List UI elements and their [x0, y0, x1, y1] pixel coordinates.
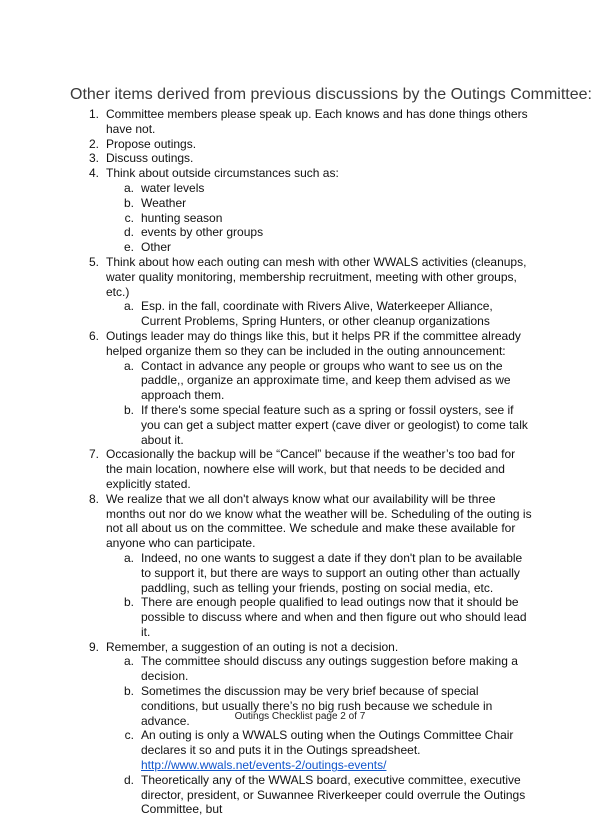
item-text: Esp. in the fall, coordinate with Rivers Alive, Waterkeeper Alliance, Current Problems, Spring Hunters, or other cleanup organizations [141, 299, 493, 329]
item-text: Sometimes the discussion may be very brief because of special conditions, but usually there’s no big rush because we schedule in advance. [141, 684, 493, 728]
item-text: The committee should discuss any outings suggestion before making a decision. [141, 654, 518, 684]
item-letter: b. [123, 402, 134, 417]
sub-list-item [0, 551, 600, 595]
item-text: Propose outings. [106, 136, 197, 151]
item-text: Committee members please speak up. Each knows and has done things others have not. [106, 107, 528, 136]
item-number: 4. [88, 166, 99, 181]
outings-events-link[interactable]: http://www.wwals.net/events-2/outings-events/ [141, 758, 387, 773]
item-text: An outing is only a WWALS outing when the Outings Committee Chair declares it so and puts it in the Outings spreadsheet. [141, 728, 514, 758]
item-text: Indeed, no one wants to suggest a date if they don't plan to be available to support it, but there are ways to support an outing other than actually paddling, such as telling your friends, posting on social media, etc. [141, 550, 523, 595]
list-item [0, 447, 600, 491]
item-text: Discuss outings. [106, 151, 194, 166]
item-letter: b. [123, 684, 134, 699]
page-footer: Outings Checklist page 2 of 7 [234, 711, 366, 722]
list-item [0, 640, 600, 655]
item-letter: d. [123, 772, 134, 787]
list-item [0, 107, 600, 137]
item-letter: a. [123, 654, 134, 669]
item-text: Occasionally the backup will be “Cancel” because if the weather’s too bad for the main location, nowhere else will work, but that needs to be decided and explicitly stated. [106, 447, 516, 491]
sub-list-item [0, 211, 600, 226]
item-text: water levels [141, 180, 205, 195]
section-heading: Other items derived from previous discussions by the Outings Committee: [70, 86, 592, 103]
sub-list-item [0, 240, 600, 255]
item-text: Other [141, 240, 172, 255]
list-item [0, 166, 600, 181]
item-number: 8. [88, 491, 99, 506]
item-text: Think about how each outing can mesh with other WWALS activities (cleanups, water quality monitoring, membership recruitment, meeting with other groups, etc.) [106, 254, 527, 299]
item-number: 2. [88, 136, 99, 151]
list-item [0, 151, 600, 166]
item-text: Outings leader may do things like this, but it helps PR if the committee already helped organize them so they can be included in the outing announcement: [106, 328, 521, 358]
item-text: Theoretically any of the WWALS board, executive committee, executive director, president, or Suwannee Riverkeeper could overrule the Outings Committee, but [141, 772, 526, 817]
sub-list-item [0, 773, 600, 817]
item-text: We realize that we all don't always know what our availability will be three months out nor do we know what the weather will be. Scheduling of the outing is not all about us on the committee. We schedule and make these available for anyone who can participate. [106, 491, 532, 551]
item-letter: a. [123, 358, 134, 373]
item-text: Think about outside circumstances such as: [106, 166, 339, 181]
item-number: 9. [88, 639, 99, 654]
item-letter: a. [123, 180, 134, 195]
sub-list-item [0, 181, 600, 196]
item-letter: a. [123, 299, 134, 314]
sub-list-item [0, 225, 600, 240]
item-letter: b. [123, 595, 134, 610]
item-letter: d. [123, 225, 134, 240]
sub-list-item [0, 595, 600, 639]
sub-list-item [0, 728, 600, 772]
sub-list-item [0, 359, 600, 403]
item-text: Contact in advance any people or groups who want to see us on the paddle,, organize an approximate time, and keep them advised as we approach them. [141, 358, 511, 403]
list-item [0, 492, 600, 551]
item-text: Remember, a suggestion of an outing is not a decision. [106, 639, 399, 654]
item-number: 7. [88, 447, 99, 462]
list-item [0, 329, 600, 359]
sub-list-item [0, 654, 600, 684]
sub-list-item [0, 299, 600, 329]
item-letter: c. [124, 210, 134, 225]
item-text: If there's some special feature such as a spring or fossil oysters, see if you can get a subject matter expert (cave diver or geologist) to come talk about it. [141, 402, 528, 447]
item-text: events by other groups [141, 225, 264, 240]
sub-list-item [0, 403, 600, 447]
item-text: There are enough people qualified to lead outings now that it should be possible to discuss where and when and then figure out who should lead it. [141, 595, 527, 639]
item-number: 6. [88, 328, 99, 343]
item-letter: e. [123, 240, 134, 255]
item-letter: b. [123, 195, 134, 210]
item-letter: a. [123, 550, 134, 565]
item-number: 5. [88, 254, 99, 269]
item-letter: c. [124, 728, 134, 743]
list-item [0, 255, 600, 299]
list-item [0, 137, 600, 152]
item-text: hunting season [141, 210, 223, 225]
sub-list-item [0, 196, 600, 211]
item-text: Weather [141, 195, 187, 210]
item-number: 3. [88, 151, 99, 166]
item-number: 1. [88, 107, 99, 121]
